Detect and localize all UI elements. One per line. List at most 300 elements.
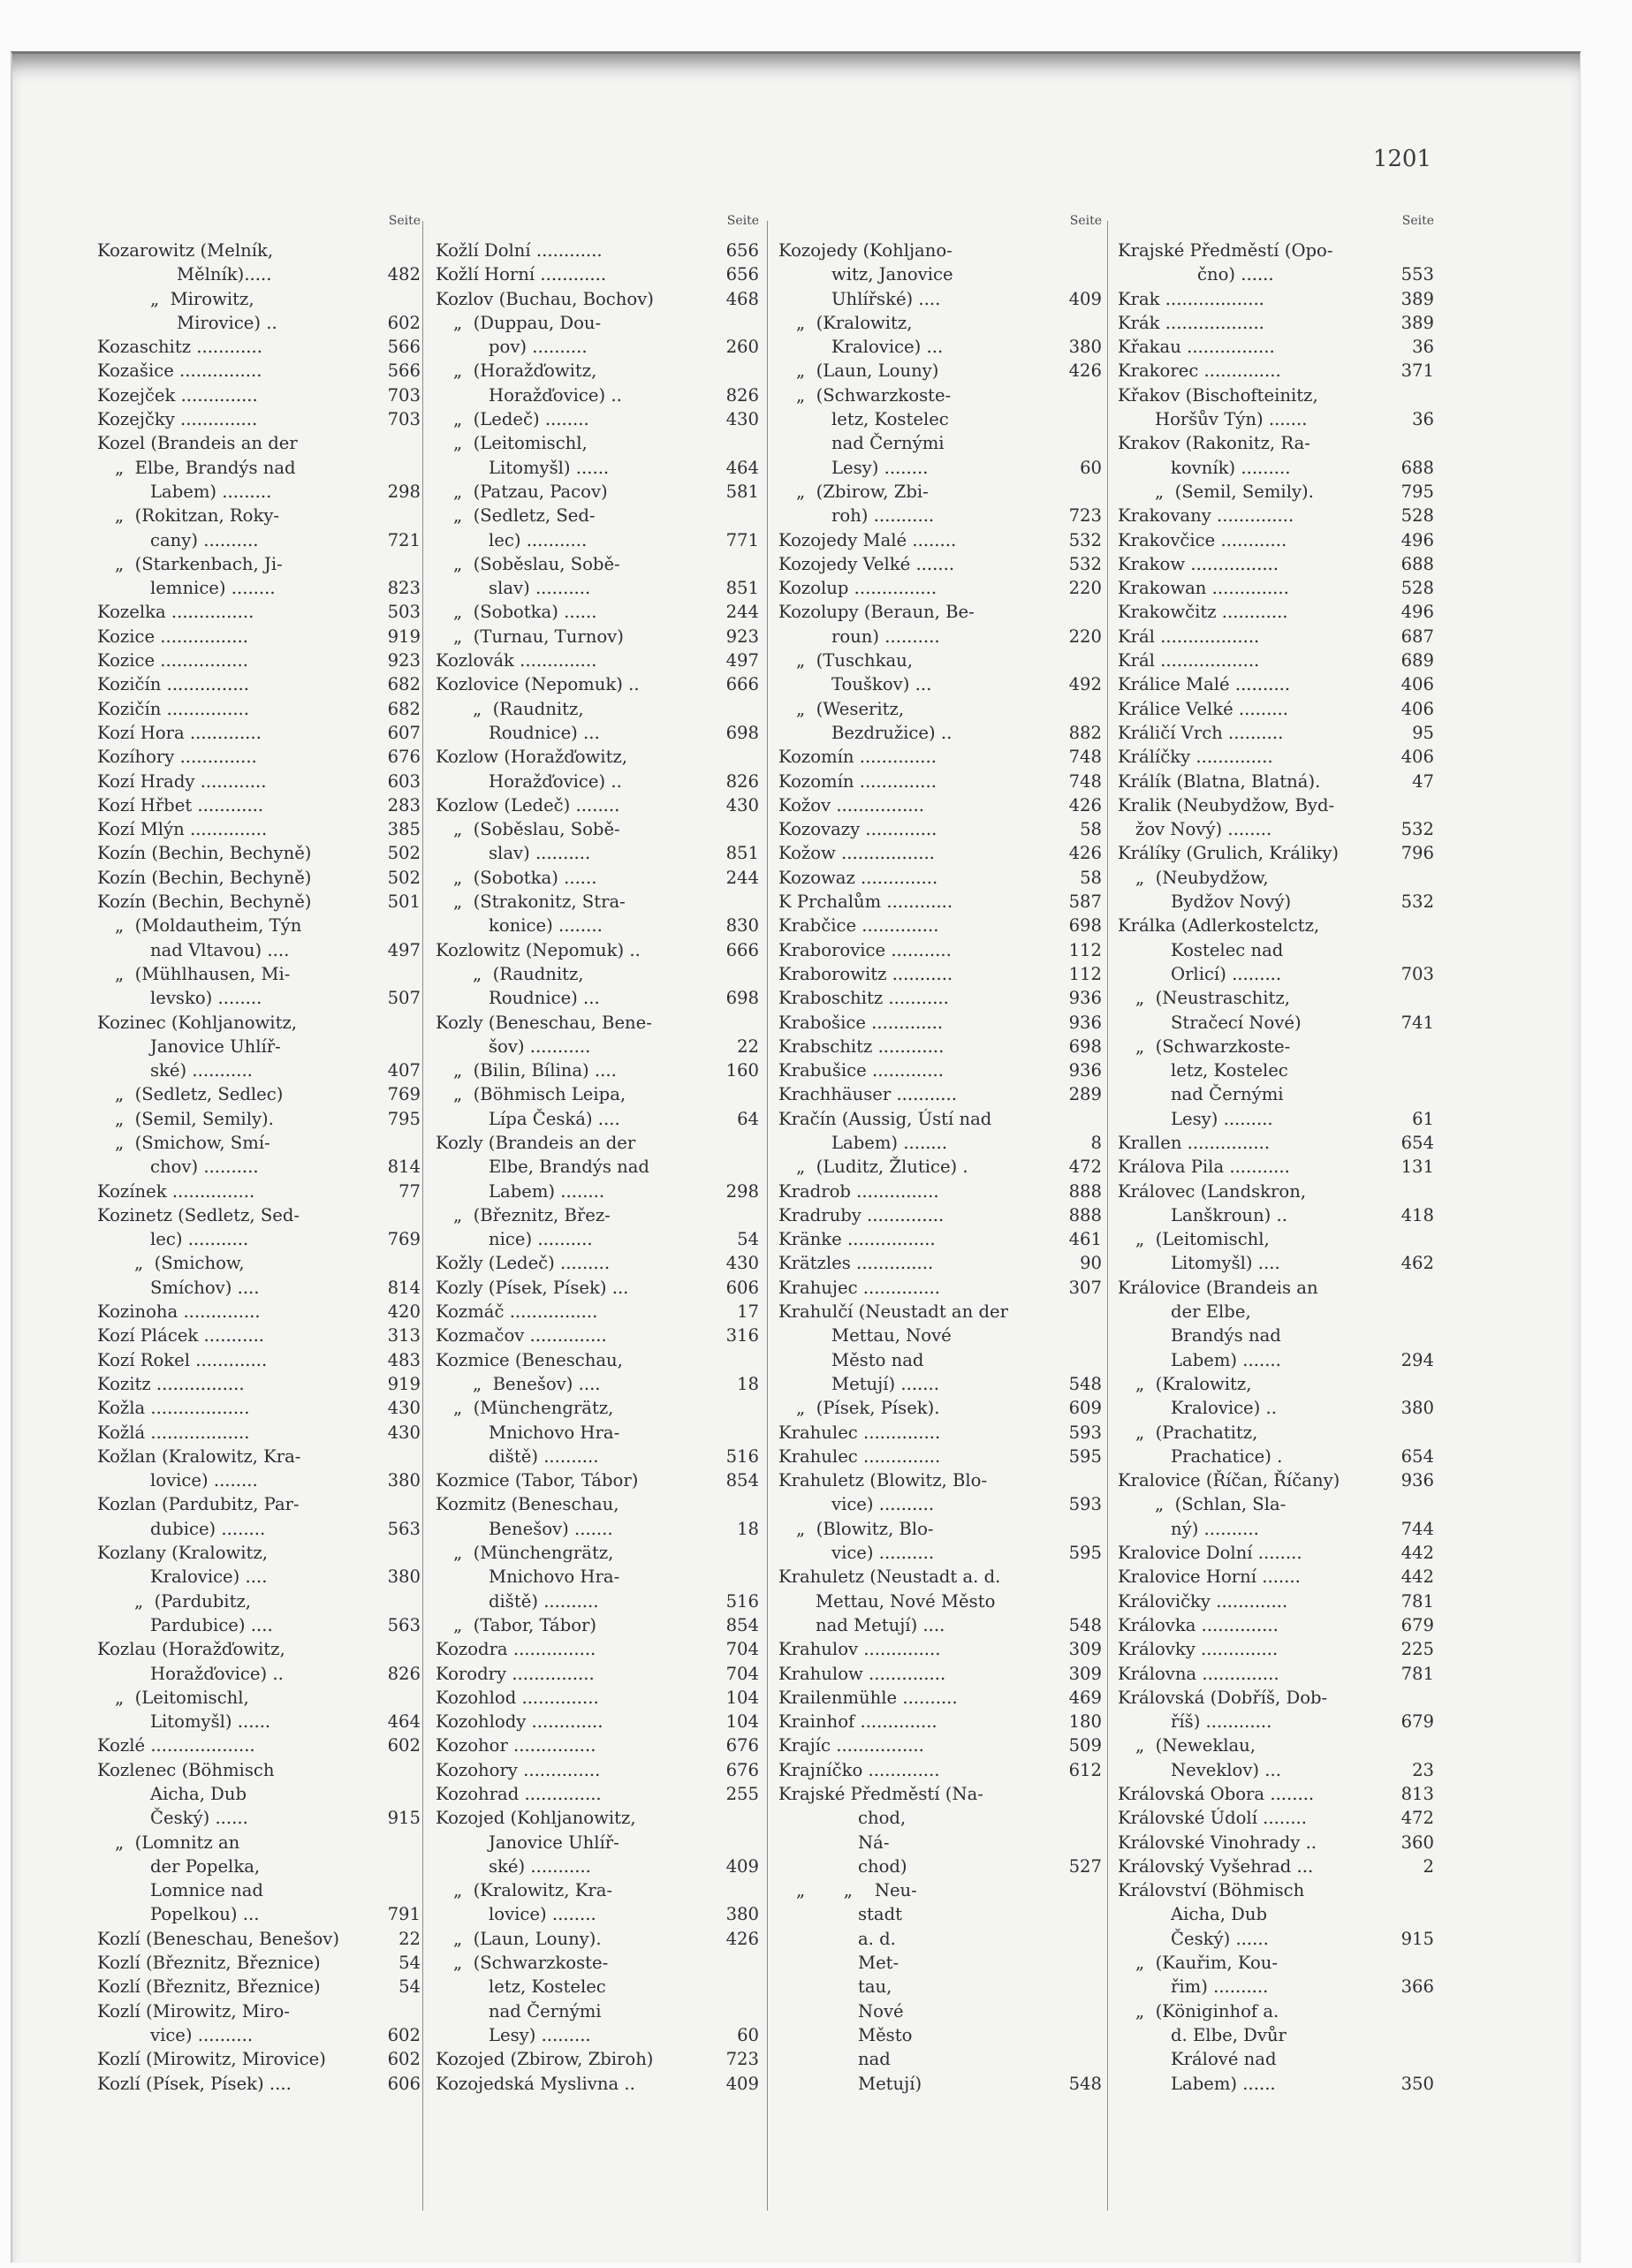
- entry-page-number: 936: [1068, 1060, 1102, 1081]
- entry-text: letz, Kostelec: [489, 1976, 606, 1998]
- index-entry: [436, 1276, 761, 1300]
- index-entry: [436, 456, 761, 480]
- index-entry: [97, 1492, 422, 1516]
- column-header: [778, 214, 1104, 239]
- entry-page-number: 814: [387, 1157, 421, 1178]
- index-entry: [97, 1927, 422, 1951]
- entry-text: Krajské Předměstí (Na-: [778, 1784, 983, 1804]
- entry-page-number: 220: [1068, 626, 1102, 647]
- index-entry: [1118, 1686, 1436, 1710]
- entry-text: Aicha, Dub: [150, 1784, 247, 1804]
- entry-text: Kozojed (Zbirow, Zbiroh): [436, 2049, 654, 2070]
- entry-page-number: 316: [725, 1325, 759, 1346]
- index-entry: [97, 1878, 422, 1902]
- index-entry: [778, 1686, 1104, 1710]
- index-entry: [1118, 262, 1436, 286]
- entry-text: „ (Bilin, Bílina) ....: [453, 1060, 617, 1081]
- entry-text: nad Metují) ....: [816, 1614, 945, 1635]
- entry-text: Kozí Hřbet ............: [97, 794, 264, 815]
- entry-page-number: 553: [1400, 264, 1434, 285]
- index-entry: [436, 697, 761, 721]
- index-entry: [1118, 287, 1436, 311]
- entry-text: Královská (Dobříš, Dob-: [1118, 1687, 1328, 1708]
- entry-text: Křakov (Bischofteinitz,: [1118, 384, 1318, 406]
- entry-page-number: 704: [725, 1639, 759, 1660]
- entry-page-number: 851: [725, 578, 759, 599]
- entry-text: lemnice) ........: [150, 578, 276, 599]
- index-entry: [97, 1396, 422, 1420]
- entry-text: Křakau ................: [1118, 337, 1275, 358]
- index-entry: [97, 770, 422, 793]
- entry-text: Lesy) .........: [1171, 1108, 1273, 1129]
- entry-text: Krahulec ..............: [778, 1422, 941, 1443]
- entry-text: Krakowčitz ............: [1118, 602, 1288, 623]
- index-entry: [97, 287, 422, 311]
- index-entry: [436, 1445, 761, 1468]
- index-entry: [436, 1999, 761, 2023]
- index-entry: [778, 504, 1104, 527]
- index-entry: [436, 1011, 761, 1035]
- entry-page-number: 595: [1068, 1445, 1102, 1467]
- entry-page-number: 47: [1412, 770, 1434, 792]
- entry-page-number: 366: [1400, 1976, 1434, 1998]
- entry-text: Kozojedy (Kohljano-: [778, 240, 953, 261]
- index-entry: [778, 962, 1104, 986]
- entry-text: roh) ...........: [831, 505, 935, 527]
- index-entry: [436, 1662, 761, 1686]
- entry-page-number: 687: [1400, 626, 1434, 647]
- entry-text: „ (Neubydžow,: [1135, 867, 1269, 888]
- entry-list: [436, 239, 761, 2096]
- index-entry: [97, 456, 422, 480]
- index-entry: [778, 1276, 1104, 1300]
- entry-page-number: 923: [725, 626, 759, 647]
- index-entry: [97, 1975, 422, 1999]
- entry-text: Labem) ........: [831, 1132, 948, 1153]
- entry-text: „ Elbe, Brandýs nad: [115, 457, 296, 478]
- index-entry: [97, 1565, 422, 1589]
- index-entry: [97, 1902, 422, 1926]
- entry-page-number: 826: [725, 384, 759, 406]
- entry-page-number: 60: [1080, 457, 1102, 478]
- entry-page-number: 814: [387, 1277, 421, 1298]
- index-entry: [97, 2023, 422, 2047]
- entry-page-number: 307: [1068, 1277, 1102, 1298]
- index-entry: [436, 866, 761, 890]
- index-entry: [436, 1686, 761, 1710]
- entry-text: ské) ...........: [489, 1855, 591, 1877]
- entry-page-number: 602: [387, 312, 421, 333]
- index-entry: [1118, 1155, 1436, 1179]
- entry-page-number: 689: [1400, 650, 1434, 671]
- entry-page-number: 112: [1068, 939, 1102, 960]
- index-entry: [778, 287, 1104, 311]
- entry-list: [778, 239, 1104, 2096]
- entry-page-number: 406: [1400, 698, 1434, 719]
- index-entry: [778, 1806, 1104, 1830]
- entry-page-number: 704: [725, 1663, 759, 1684]
- entry-text: Krachhäuser ...........: [778, 1084, 957, 1105]
- entry-text: Královské Údolí ........: [1118, 1808, 1308, 1829]
- entry-text: Králíky (Grulich, Králiky): [1118, 843, 1340, 864]
- entry-text: „ (Sobotka) ......: [453, 867, 597, 888]
- index-entry: [97, 625, 422, 649]
- index-entry: [778, 431, 1104, 455]
- index-entry: [97, 1589, 422, 1613]
- index-entry: [778, 1082, 1104, 1106]
- entry-text: Králka (Adlerkostelctz,: [1118, 915, 1320, 937]
- entry-page-number: 409: [725, 2073, 759, 2094]
- index-entry: [97, 1710, 422, 1733]
- entry-text: pov) ..........: [489, 337, 588, 358]
- index-entry: [778, 745, 1104, 769]
- index-entry: [436, 1878, 761, 1902]
- index-entry: [1118, 1758, 1436, 1782]
- entry-text: Kozejčky ..............: [97, 409, 258, 430]
- entry-text: Kozlí (Písek, Písek) ....: [97, 2073, 292, 2094]
- index-entry: [1118, 1927, 1436, 1951]
- index-entry: [1118, 817, 1436, 841]
- index-entry: [436, 1492, 761, 1516]
- index-entry: [436, 1637, 761, 1661]
- entry-text: „ (Raudnitz,: [473, 698, 584, 719]
- entry-page-number: 606: [387, 2073, 421, 2094]
- entry-text: „ (Neweklau,: [1135, 1735, 1256, 1756]
- index-entry: [1118, 1421, 1436, 1445]
- entry-page-number: 501: [387, 891, 421, 913]
- index-entry: [778, 1107, 1104, 1131]
- index-entry: [1118, 793, 1436, 817]
- index-entry: [97, 335, 422, 359]
- entry-page-number: 426: [725, 1928, 759, 1949]
- index-entry: [778, 1637, 1104, 1661]
- entry-page-number: 294: [1400, 1349, 1434, 1370]
- entry-text: „ (Soběslau, Sobě-: [453, 553, 620, 574]
- entry-page-number: 602: [387, 2024, 421, 2045]
- index-entry: [97, 1082, 422, 1106]
- index-entry: [1118, 552, 1436, 576]
- entry-text: Kozlí (Mirowitz, Mirovice): [97, 2049, 326, 2070]
- index-entry: [97, 1758, 422, 1782]
- entry-text: „ (Tuschkau,: [796, 650, 913, 671]
- entry-text: Kozmitz (Beneschau,: [436, 1494, 619, 1515]
- index-entry: [436, 1155, 761, 1179]
- entry-text: Český) ......: [1171, 1928, 1269, 1949]
- entry-text: Met-: [858, 1953, 899, 1974]
- index-entry: [778, 600, 1104, 624]
- entry-page-number: 936: [1068, 988, 1102, 1009]
- entry-text: lec) ...........: [150, 1229, 249, 1250]
- seite-label: Seite: [1401, 214, 1434, 228]
- entry-text: Kralovice Dolní ........: [1118, 1543, 1302, 1564]
- entry-text: Kostelec nad: [1171, 939, 1284, 960]
- entry-text: „ (Březnitz, Břez-: [453, 1204, 611, 1225]
- entry-text: řim) ..........: [1171, 1976, 1269, 1998]
- index-entry: [778, 1203, 1104, 1227]
- index-entry: [436, 1733, 761, 1757]
- entry-page-number: 220: [1068, 578, 1102, 599]
- entry-page-number: 721: [387, 529, 421, 550]
- page-number: 1201: [1372, 146, 1431, 172]
- index-entry: [436, 1806, 761, 1830]
- index-entry: [1118, 1613, 1436, 1637]
- entry-page-number: 409: [725, 1855, 759, 1877]
- entry-text: Mělník).....: [177, 264, 272, 285]
- index-entry: [1118, 697, 1436, 721]
- index-entry: [778, 1975, 1104, 1999]
- index-entry: [1118, 672, 1436, 696]
- index-entry: [436, 311, 761, 335]
- entry-text: „ (Schlan, Sla-: [1155, 1494, 1287, 1515]
- index-entry: [778, 1180, 1104, 1203]
- index-entry: [97, 1517, 422, 1541]
- index-entry: [778, 383, 1104, 407]
- entry-page-number: 244: [725, 602, 759, 623]
- entry-text: Krakovany ..............: [1118, 505, 1294, 527]
- index-entry: [436, 770, 761, 793]
- entry-text: Stračecí Nové): [1171, 1012, 1302, 1033]
- entry-text: Elbe, Brandýs nad: [489, 1157, 649, 1178]
- index-entry: [1118, 1855, 1436, 1878]
- entry-text: Králice Velké .........: [1118, 698, 1288, 719]
- entry-text: stadt: [858, 1904, 903, 1925]
- entry-text: „ (Leitomischl,: [115, 1687, 249, 1708]
- index-entry: [97, 1831, 422, 1855]
- entry-text: Kozí Hrady ............: [97, 770, 267, 792]
- entry-page-number: 595: [1068, 1543, 1102, 1564]
- index-entry: [778, 2072, 1104, 2096]
- index-entry: [436, 1421, 761, 1445]
- index-entry: [97, 1131, 422, 1155]
- index-entry: [436, 1951, 761, 1975]
- entry-page-number: 532: [1400, 819, 1434, 840]
- index-entry: [778, 407, 1104, 431]
- entry-text: „ (Smichow, Smí-: [115, 1132, 270, 1153]
- entry-text: chod): [858, 1855, 907, 1877]
- entry-text: Kožov ................: [778, 794, 924, 815]
- entry-text: Kozly (Písek, Písek) ...: [436, 1277, 629, 1298]
- entry-page-number: 95: [1412, 722, 1434, 743]
- entry-page-number: 23: [1412, 1759, 1434, 1780]
- entry-page-number: 468: [725, 288, 759, 309]
- entry-page-number: 104: [725, 1711, 759, 1733]
- entry-text: Kradruby ..............: [778, 1204, 945, 1225]
- entry-text: „ (Rokitzan, Roky-: [115, 505, 280, 527]
- entry-page-number: 507: [387, 988, 421, 1009]
- index-entry: [1118, 1372, 1436, 1396]
- index-entry: [1118, 2072, 1436, 2096]
- entry-text: Krahuletz (Neustadt a. d.: [778, 1566, 1001, 1588]
- index-entry: [1118, 1951, 1436, 1975]
- entry-page-number: 781: [1400, 1663, 1434, 1684]
- entry-text: Český) ......: [150, 1808, 248, 1829]
- index-entry: [1118, 1300, 1436, 1324]
- index-entry: [436, 1396, 761, 1420]
- entry-text: Královská Obora ........: [1118, 1784, 1315, 1804]
- index-entry: [97, 1324, 422, 1347]
- entry-text: konice) ........: [489, 915, 603, 937]
- index-entry: [97, 383, 422, 407]
- entry-text: „ (Sobotka) ......: [453, 602, 597, 623]
- index-entry: [778, 1227, 1104, 1251]
- entry-text: vice) ..........: [150, 2024, 254, 2045]
- entry-text: Kozinetz (Sedletz, Sed-: [97, 1204, 300, 1225]
- entry-page-number: 682: [387, 698, 421, 719]
- index-entry: [97, 1107, 422, 1131]
- index-entry: [97, 262, 422, 286]
- entry-text: „ (Weseritz,: [796, 698, 905, 719]
- index-entry: [97, 1251, 422, 1275]
- entry-page-number: 781: [1400, 1590, 1434, 1612]
- entry-text: Kozín (Bechin, Bechyně): [97, 891, 312, 913]
- index-entry: [436, 262, 761, 286]
- index-entry: [1118, 1131, 1436, 1155]
- entry-page-number: 854: [725, 1614, 759, 1635]
- entry-text: „ (Raudnitz,: [473, 963, 584, 984]
- entry-text: a. d.: [858, 1928, 896, 1949]
- index-entry: [778, 1155, 1104, 1179]
- column-divider: [422, 221, 423, 2211]
- entry-page-number: 666: [725, 939, 759, 960]
- entry-page-number: 593: [1068, 1422, 1102, 1443]
- entry-page-number: 426: [1068, 794, 1102, 815]
- index-entry: [1118, 359, 1436, 383]
- entry-text: Kralovice) ...: [831, 337, 944, 358]
- entry-page-number: 380: [1068, 337, 1102, 358]
- entry-page-number: 566: [387, 360, 421, 382]
- entry-text: Kraborovice ...........: [778, 939, 952, 960]
- index-entry: [436, 576, 761, 600]
- entry-text: Krahujec ..............: [778, 1277, 940, 1298]
- index-entry: [778, 1878, 1104, 1902]
- entry-page-number: 566: [387, 337, 421, 358]
- index-entry: [436, 1565, 761, 1589]
- entry-page-number: 225: [1400, 1639, 1434, 1660]
- entry-page-number: 532: [1068, 529, 1102, 550]
- entry-text: Kozlé ...................: [97, 1735, 255, 1756]
- entry-page-number: 472: [1400, 1808, 1434, 1829]
- entry-page-number: 371: [1400, 360, 1434, 382]
- entry-text: Kozlow (Horažďowitz,: [436, 747, 627, 768]
- entry-text: Janovice Uhlíř-: [150, 1035, 281, 1057]
- index-entry: [436, 1203, 761, 1227]
- entry-page-number: 54: [399, 1976, 421, 1998]
- index-entry: [436, 890, 761, 914]
- entry-text: Kozinoha ..............: [97, 1301, 261, 1323]
- index-entry: [436, 1058, 761, 1082]
- entry-text: „ (Duppau, Dou-: [453, 312, 602, 333]
- entry-page-number: 548: [1068, 1373, 1102, 1394]
- entry-page-number: 22: [737, 1035, 759, 1057]
- index-entry: [436, 431, 761, 455]
- entry-page-number: 769: [387, 1229, 421, 1250]
- entry-page-number: 360: [1400, 1832, 1434, 1853]
- entry-page-number: 464: [387, 1711, 421, 1733]
- entry-page-number: 688: [1400, 553, 1434, 574]
- entry-text: Kozlovák ..............: [436, 650, 597, 671]
- index-entry: [1118, 1324, 1436, 1347]
- entry-text: „ (Zbirow, Zbi-: [796, 481, 929, 502]
- index-entry: [778, 1831, 1104, 1855]
- index-entry: [436, 528, 761, 552]
- entry-page-number: 666: [725, 674, 759, 695]
- entry-text: Kozmice (Beneschau,: [436, 1349, 623, 1370]
- index-entry: [97, 1227, 422, 1251]
- index-entry: [436, 359, 761, 383]
- entry-page-number: 527: [1068, 1855, 1102, 1877]
- entry-text: Kralovice) ....: [150, 1566, 268, 1588]
- index-entry: [97, 431, 422, 455]
- entry-text: nad Vltavou) ....: [150, 939, 290, 960]
- entry-page-number: 54: [737, 1229, 759, 1250]
- column-header: [436, 214, 761, 239]
- index-entry: [1118, 311, 1436, 335]
- entry-text: „ (Luditz, Žlutice) .: [796, 1157, 968, 1178]
- entry-page-number: 496: [1400, 529, 1434, 550]
- entry-text: Kozlau (Horažďowitz,: [97, 1639, 285, 1660]
- entry-page-number: 748: [1068, 770, 1102, 792]
- entry-text: Lanškroun) ..: [1171, 1204, 1287, 1225]
- entry-text: „ (Kralowitz,: [796, 312, 913, 333]
- entry-text: nad Černými: [489, 2000, 602, 2021]
- index-entry: [97, 962, 422, 986]
- entry-text: Labem) .......: [1171, 1349, 1281, 1370]
- entry-page-number: 112: [1068, 963, 1102, 984]
- index-entry: [1118, 1445, 1436, 1468]
- index-entry: [1118, 1348, 1436, 1372]
- entry-text: Kožly (Ledeč) .........: [436, 1253, 611, 1274]
- index-entry: [436, 504, 761, 527]
- entry-page-number: 298: [725, 1180, 759, 1202]
- entry-page-number: 936: [1068, 1012, 1102, 1033]
- entry-text: Labem) ........: [489, 1180, 605, 1202]
- entry-text: Kozlowitz (Nepomuk) ..: [436, 939, 641, 960]
- index-entry: [1118, 1227, 1436, 1251]
- index-entry: [436, 1324, 761, 1347]
- entry-page-number: 406: [1400, 747, 1434, 768]
- index-entry: [97, 1348, 422, 1372]
- column-header: [1118, 214, 1436, 239]
- index-entry: [778, 576, 1104, 600]
- entry-page-number: 58: [1080, 867, 1102, 888]
- entry-page-number: 418: [1400, 1204, 1434, 1225]
- entry-page-number: 36: [1412, 337, 1434, 358]
- entry-page-number: 548: [1068, 2073, 1102, 2094]
- entry-text: Kradrob ...............: [778, 1180, 939, 1202]
- index-entry: [97, 2072, 422, 2096]
- entry-page-number: 430: [725, 794, 759, 815]
- index-entry: [436, 793, 761, 817]
- entry-page-number: 462: [1400, 1253, 1434, 1274]
- index-entry: [436, 1927, 761, 1951]
- entry-text: kovník) .........: [1171, 457, 1291, 478]
- entry-page-number: 723: [1068, 505, 1102, 527]
- index-entry: [778, 1058, 1104, 1082]
- index-entry: [436, 1300, 761, 1324]
- index-entry: [778, 672, 1104, 696]
- entry-text: Krakov (Rakonitz, Ra-: [1118, 433, 1310, 454]
- entry-text: vice) ..........: [831, 1494, 935, 1515]
- entry-page-number: 741: [1400, 1012, 1434, 1033]
- index-entry: [1118, 600, 1436, 624]
- entry-page-number: 612: [1068, 1759, 1102, 1780]
- entry-page-number: 17: [737, 1301, 759, 1323]
- entry-text: Horšův Týn) .......: [1155, 409, 1308, 430]
- index-entry: [778, 649, 1104, 672]
- entry-text: Prachatice) .: [1171, 1445, 1283, 1467]
- entry-text: Horažďovice) ..: [150, 1663, 284, 1684]
- index-entry: [97, 721, 422, 745]
